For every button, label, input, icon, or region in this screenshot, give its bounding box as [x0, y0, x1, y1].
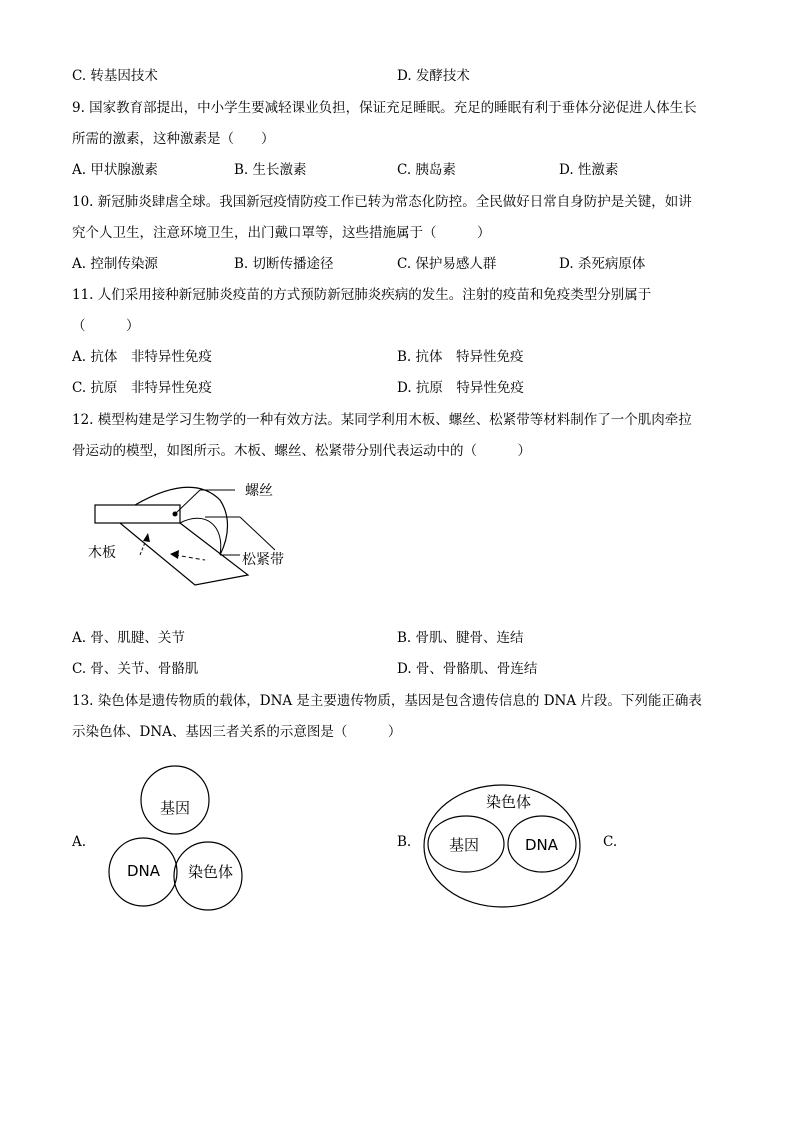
q9-option-c: C. 胰岛素 — [397, 162, 456, 178]
label-dna-inner: DNA — [525, 836, 559, 854]
label-screw: 螺丝 — [245, 483, 273, 499]
q12-option-c: C. 骨、关节、骨骼肌 — [72, 661, 199, 677]
q13-option-b: B. — [397, 834, 412, 850]
q10-option-c: C. 保护易感人群 — [397, 256, 497, 272]
q12-stem-line1: 12. 模型构建是学习生物学的一种有效方法。某同学利用木板、螺丝、松紧带等材料制作了一个肌肉牵拉 — [72, 412, 692, 428]
q9-option-b: B. 生长激素 — [234, 162, 307, 178]
q11-stem-line2: （ ） — [72, 318, 140, 334]
q11-option-d: D. 抗原 特异性免疫 — [397, 380, 524, 396]
q13-option-a: A. — [72, 834, 87, 850]
label-board: 木板 — [88, 545, 116, 561]
q11-option-a: A. 抗体 非特异性免疫 — [72, 349, 212, 365]
q13-figure-a — [105, 760, 250, 920]
q12-option-b: B. 骨肌、腱骨、连结 — [397, 630, 524, 646]
q9-stem-line1: 9. 国家教育部提出，中小学生要减轻课业负担，保证充足睡眠。充足的睡眠有利于垂体分泌促进人体生长 — [72, 100, 697, 116]
q9-option-a: A. 甲状腺激素 — [72, 162, 158, 178]
q13-option-c: C. — [603, 834, 618, 850]
q9-stem-line2: 所需的激素，这种激素是（ ） — [72, 131, 275, 147]
q13-figure-b — [418, 780, 588, 915]
q13-stem-line2: 示染色体、DNA、基因三者关系的示意图是（ ） — [72, 724, 402, 740]
q10-stem-line2: 究个人卫生，注意环境卫生，出门戴口罩等，这些措施属于（ ） — [72, 225, 491, 241]
label-gene: 基因 — [160, 799, 191, 817]
q13-stem-line1: 13. 染色体是遗传物质的载体，DNA 是主要遗传物质，基因是包含遗传信息的 DNA 片段。下列能正确表 — [72, 693, 702, 709]
arrow-up-icon — [143, 533, 150, 542]
label-band: 松紧带 — [242, 552, 284, 568]
q10-option-b: B. 切断传播途径 — [234, 256, 334, 272]
label-gene-inner: 基因 — [449, 836, 480, 854]
label-chromosome: 染色体 — [188, 863, 234, 881]
q11-option-b: B. 抗体 特异性免疫 — [397, 349, 524, 365]
board-shape — [95, 505, 180, 523]
q12-stem-line2: 骨运动的模型，如图所示。木板、螺丝、松紧带分别代表运动中的（ ） — [72, 443, 531, 459]
q11-stem-line1: 11. 人们采用接种新冠肺炎疫苗的方式预防新冠肺炎疾病的发生。注射的疫苗和免疫类型分别属于 — [72, 287, 652, 303]
q8-option-d: D. 发酵技术 — [397, 68, 470, 84]
arrow-left-icon — [170, 550, 179, 559]
q9-option-d: D. 性激素 — [559, 162, 619, 178]
q11-option-c: C. 抗原 非特异性免疫 — [72, 380, 212, 396]
label-dna: DNA — [127, 862, 161, 880]
q10-stem-line1: 10. 新冠肺炎肆虐全球。我国新冠疫情防疫工作已转为常态化防控。全民做好日常自身防护是关键，如讲 — [72, 194, 692, 210]
q12-option-a: A. 骨、肌腱、关节 — [72, 630, 185, 646]
q10-option-d: D. 杀死病原体 — [559, 256, 646, 272]
q8-option-c: C. 转基因技术 — [72, 68, 158, 84]
q12-option-d: D. 骨、骨骼肌、骨连结 — [397, 661, 538, 677]
muscle-bone-model-figure — [80, 475, 310, 590]
label-chromosome-outer: 染色体 — [486, 793, 532, 811]
q10-option-a: A. 控制传染源 — [72, 256, 158, 272]
lower-bone-shape — [120, 523, 248, 585]
